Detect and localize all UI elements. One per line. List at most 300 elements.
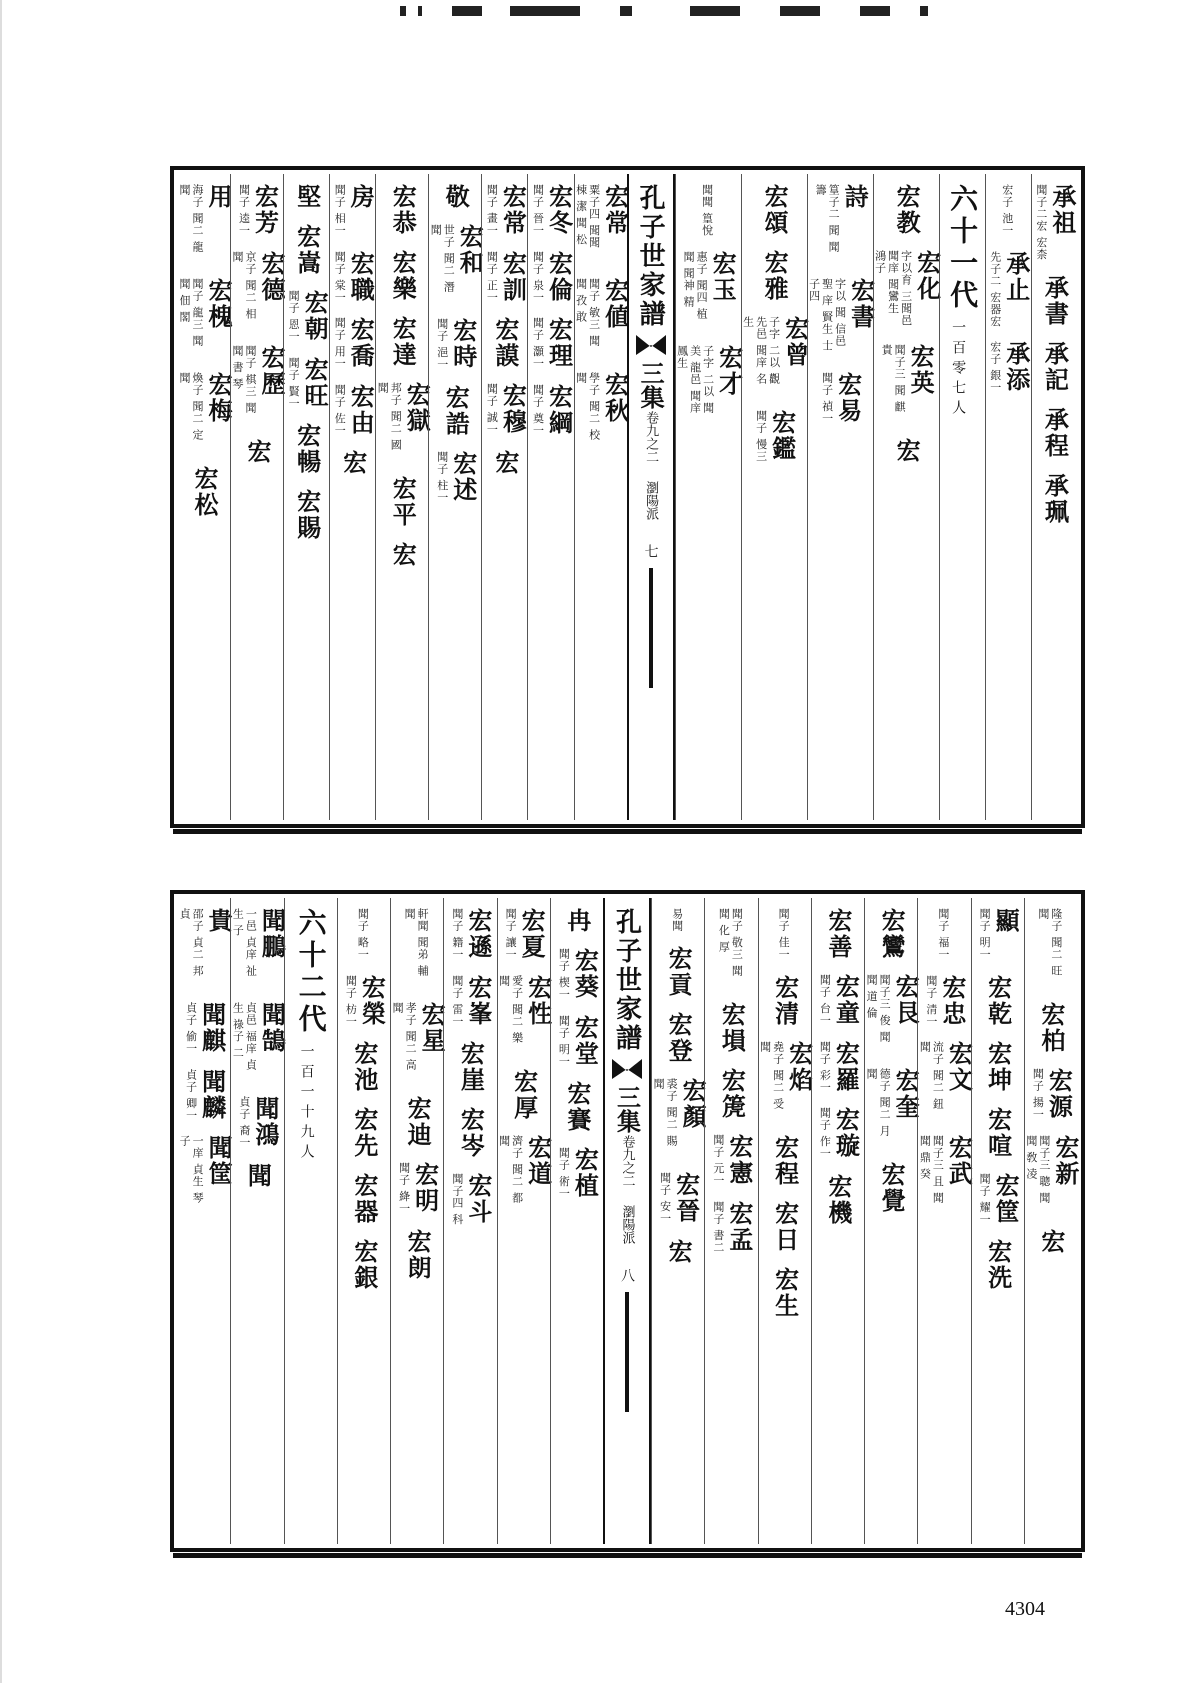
genealogy-entry xyxy=(711,1134,754,1187)
genealogy-column xyxy=(178,174,234,820)
person-name: 宏奎 xyxy=(891,1068,921,1120)
genealogy-entry xyxy=(562,1081,592,1133)
person-name: 宏柏 xyxy=(1036,1002,1066,1054)
genealogy-column xyxy=(550,898,603,1544)
person-note: 學子 聞二 校 聞 xyxy=(574,372,601,441)
person-note: 海子 聞二 龍 聞 xyxy=(178,184,205,253)
person-note: 聞子三 且 聞 聞 鼎 癸 xyxy=(918,1135,945,1204)
person-note: 愛子 聞二 樂 聞 xyxy=(497,974,524,1044)
genealogy-entry xyxy=(243,438,273,465)
person-name: 宏樂 xyxy=(388,250,418,302)
person-name: 宏由 xyxy=(346,383,376,436)
genealogy-entry xyxy=(403,1228,433,1281)
genealogy-column xyxy=(283,174,329,820)
person-note: 聞子 正一 xyxy=(485,250,499,303)
genealogy-entry xyxy=(190,466,220,518)
generation-heading xyxy=(294,908,328,1164)
generation-title: 六十一代 xyxy=(946,184,980,312)
person-name: 宏理 xyxy=(544,317,574,369)
scan-left-edge xyxy=(0,0,2,1683)
person-note: 聞子 枋一 xyxy=(344,974,358,1027)
genealogy-entry xyxy=(531,383,574,437)
genealogy-entry xyxy=(978,1172,1021,1226)
person-name: 宏書 xyxy=(846,278,876,330)
genealogy-entry xyxy=(450,974,493,1028)
person-name: 宏常 xyxy=(498,184,528,236)
genealogy-entry xyxy=(531,250,574,304)
person-note: 聞子 敬三 聞 聞 化 厚 xyxy=(717,908,744,977)
genealogy-entry xyxy=(924,974,967,1028)
genealogy-column xyxy=(985,174,1031,820)
person-name: 宏 xyxy=(338,450,368,476)
genealogy-entry xyxy=(818,1107,861,1160)
genealogy-entry xyxy=(652,1078,708,1158)
genealogy-entry xyxy=(509,1068,539,1121)
person-name: 冉 xyxy=(562,908,592,934)
person-name: 宏 xyxy=(490,449,520,476)
genealogy-column xyxy=(375,174,432,820)
scan-top-artifact xyxy=(400,6,940,18)
person-note: 邵子 貞二 邦 貞 xyxy=(178,908,205,977)
genealogy-entry xyxy=(450,908,493,961)
genealogy-column xyxy=(758,898,814,1544)
person-name: 承記 xyxy=(1040,340,1070,393)
genealogy-entry xyxy=(1040,406,1070,459)
genealogy-entry xyxy=(770,1200,800,1253)
genealogy-entry xyxy=(344,974,387,1028)
person-name: 宏羅 xyxy=(831,1040,861,1093)
genealogy-entry xyxy=(807,278,876,358)
person-note: 聞子 浥一 xyxy=(435,318,449,371)
genealogy-entry xyxy=(983,1040,1013,1093)
spine-title: 孔子世家譜 xyxy=(611,908,642,1053)
spine-volume: 三集 xyxy=(636,361,666,409)
person-name: 聞鵬 xyxy=(257,908,287,960)
person-note: 聞子三 聞 麒貴 xyxy=(880,344,907,413)
genealogy-entry xyxy=(988,250,1031,328)
person-name: 宏達 xyxy=(388,316,418,368)
person-name: 宏璇 xyxy=(831,1107,861,1159)
genealogy-column xyxy=(864,898,921,1544)
person-note: 篁子二 聞 聞 籌 xyxy=(814,184,841,253)
genealogy-entry xyxy=(184,1068,227,1122)
person-name: 宏槐 xyxy=(204,278,234,330)
person-name: 宏喬 xyxy=(346,317,376,369)
person-name: 房 xyxy=(346,184,376,210)
person-name: 宏崖 xyxy=(456,1041,486,1093)
genealogy-entry xyxy=(333,383,376,437)
genealogy-entry xyxy=(983,974,1013,1027)
genealogy-entry xyxy=(490,449,520,476)
person-name: 宏玉 xyxy=(708,250,738,303)
genealogy-column xyxy=(1024,898,1080,1544)
person-name: 宏斗 xyxy=(463,1173,493,1225)
genealogy-entry xyxy=(435,318,478,371)
person-name: 宏易 xyxy=(833,372,863,424)
person-name: 宏憲 xyxy=(724,1134,754,1186)
spine-volume: 三集 xyxy=(612,1085,642,1133)
person-name: 宏梅 xyxy=(204,372,234,424)
person-name: 宏顏 xyxy=(678,1078,708,1130)
genealogy-entry xyxy=(435,450,478,504)
genealogy-entry xyxy=(814,184,870,264)
person-note: 粟子四 聞聞 棟 潔 聞 松 xyxy=(574,184,601,249)
genealogy-entry xyxy=(1034,184,1077,261)
person-name: 宏性 xyxy=(523,974,553,1027)
person-note: 邦子 聞二 國 聞 xyxy=(376,382,403,451)
spine-title: 孔子世家譜 xyxy=(635,184,666,329)
person-name: 宏坤 xyxy=(983,1040,1013,1093)
genealogy-entry xyxy=(823,1173,853,1226)
genealogy-entry xyxy=(557,1147,600,1200)
person-note: 聞子 逵一 xyxy=(237,184,251,237)
genealogy-entry xyxy=(178,278,234,358)
genealogy-entry xyxy=(178,372,234,452)
person-name: 宏生 xyxy=(770,1266,800,1319)
spine-bar xyxy=(625,1292,629,1412)
genealogy-column xyxy=(811,898,864,1544)
person-note: 聞子三 俊 聞 聞 道 倫 xyxy=(865,974,892,1043)
genealogy-entry xyxy=(485,383,528,436)
genealogy-entry xyxy=(574,184,630,264)
upper-columns xyxy=(178,174,1077,820)
person-name: 宏機 xyxy=(823,1173,853,1226)
person-name: 宏堂 xyxy=(570,1014,600,1067)
genealogy-entry xyxy=(1031,1068,1074,1121)
person-note: 聞子 禎一 xyxy=(820,372,834,425)
person-note: 隆子 聞二 旺 聞 xyxy=(1036,908,1063,977)
person-name: 用 xyxy=(204,184,234,210)
person-name: 宏職 xyxy=(346,250,376,303)
genealogy-entry xyxy=(243,1162,273,1189)
genealogy-entry xyxy=(388,476,418,528)
genealogy-entry xyxy=(184,1002,227,1055)
genealogy-entry xyxy=(760,184,790,236)
person-note: 聞子 明一 xyxy=(557,1014,571,1067)
genealogy-entry xyxy=(231,1002,287,1082)
person-note: 孝子 聞二 高 聞 xyxy=(391,1002,418,1071)
person-name: 宏賽 xyxy=(562,1081,592,1133)
spine-column xyxy=(627,174,675,820)
genealogy-column xyxy=(390,898,447,1544)
spine-juan: 卷九之二 xyxy=(619,1135,635,1187)
genealogy-entry xyxy=(873,250,942,330)
person-name: 宏嵩 xyxy=(292,224,322,276)
person-name: 宏歷 xyxy=(257,344,287,397)
person-name: 宏賜 xyxy=(292,489,322,541)
person-name: 宏乾 xyxy=(983,974,1013,1027)
genealogy-entry xyxy=(388,250,418,302)
genealogy-column xyxy=(873,174,942,820)
genealogy-entry xyxy=(1037,908,1065,988)
person-note: 子字 二以 觀 先邑 聞庠 名生 xyxy=(741,316,781,385)
genealogy-column xyxy=(651,898,708,1544)
person-name: 宏清 xyxy=(770,974,800,1027)
person-note: 聞子 柱一 xyxy=(435,450,449,503)
person-name: 宏鑑 xyxy=(767,410,797,462)
person-note: 字以 聞 信邑 聖 庠 賢生 士 子四 xyxy=(807,278,847,352)
genealogy-entry xyxy=(717,908,745,988)
genealogy-column xyxy=(337,898,390,1544)
person-name: 宏鸞 xyxy=(877,908,907,960)
person-name: 聞 xyxy=(243,1162,273,1189)
person-name: 宏善 xyxy=(823,908,853,960)
person-name: 宏訓 xyxy=(498,250,528,303)
person-name: 宏頌 xyxy=(760,184,790,236)
person-name: 宏登 xyxy=(664,1012,694,1064)
person-name: 承添 xyxy=(1001,341,1031,393)
genealogy-entry xyxy=(675,344,744,425)
spine-column xyxy=(603,898,651,1544)
person-name: 宏獄 xyxy=(402,382,432,434)
person-note: 德子 聞二 月 聞 xyxy=(865,1068,892,1137)
genealogy-entry xyxy=(349,1239,379,1291)
person-name: 宏先 xyxy=(349,1107,379,1159)
person-name: 顯 xyxy=(991,908,1021,934)
person-name: 宏松 xyxy=(190,466,220,518)
generation-count: 一百零七人 xyxy=(950,320,967,420)
genealogy-entry xyxy=(877,1162,907,1214)
generation-heading xyxy=(946,184,980,420)
lower-columns xyxy=(178,898,1080,1544)
genealogy-entry xyxy=(820,372,863,425)
person-note: 聞子 奠一 xyxy=(531,383,545,436)
genealogy-entry xyxy=(717,1068,747,1120)
person-name: 宏箎 xyxy=(717,1068,747,1120)
person-name: 宏 xyxy=(388,542,418,568)
person-note: 聞子 籍一 xyxy=(450,908,464,961)
genealogy-entry xyxy=(892,438,922,464)
genealogy-entry xyxy=(397,1162,440,1215)
person-note: 聞子 讓一 xyxy=(504,908,518,961)
person-note: 宏子 銀一 xyxy=(988,341,1002,394)
person-note: 子字 二以 聞美 龍邑 聞庠 鳳生 xyxy=(675,344,715,414)
person-note: 聞子 明一 xyxy=(978,908,992,961)
generation-title: 六十二代 xyxy=(294,908,328,1036)
genealogy-column xyxy=(497,898,553,1544)
genealogy-entry xyxy=(403,1096,433,1148)
genealogy-entry xyxy=(429,224,485,304)
person-name: 宏才 xyxy=(714,344,744,397)
genealogy-entry xyxy=(865,974,921,1054)
genealogy-entry xyxy=(376,382,432,462)
person-name: 聞麟 xyxy=(197,1068,227,1121)
person-name: 貴 xyxy=(204,908,234,934)
person-name: 宏 xyxy=(243,438,273,465)
person-name: 宏喧 xyxy=(983,1106,1013,1159)
genealogy-entry xyxy=(758,1040,814,1121)
person-note: 聞子 絳一 xyxy=(397,1162,411,1215)
genealogy-entry xyxy=(497,1134,553,1215)
person-name: 宏覺 xyxy=(877,1162,907,1214)
person-name: 宏艮 xyxy=(891,974,921,1026)
genealogy-column xyxy=(704,898,757,1544)
genealogy-entry xyxy=(818,974,861,1027)
genealogy-entry xyxy=(231,344,287,425)
genealogy-entry xyxy=(574,278,630,358)
genealogy-entry xyxy=(983,1106,1013,1159)
person-name: 宏迪 xyxy=(403,1096,433,1148)
person-name: 宏厚 xyxy=(509,1068,539,1121)
person-note: 貞子 偷一 xyxy=(184,1002,198,1055)
person-name: 堅 xyxy=(292,184,322,210)
person-name: 宏器 xyxy=(349,1173,379,1225)
generation-count: 一百一十九人 xyxy=(298,1044,315,1164)
genealogy-entry xyxy=(485,184,528,237)
genealogy-entry xyxy=(231,908,287,988)
person-name: 宏冬 xyxy=(544,184,574,236)
genealogy-column xyxy=(807,174,876,820)
person-name: 宏朗 xyxy=(403,1228,433,1281)
genealogy-column xyxy=(971,898,1024,1544)
person-name: 宏暢 xyxy=(292,423,322,475)
person-name: 宏朝 xyxy=(300,290,330,342)
person-note: 字以育 三聞邑 聞庠 聞鸞生 鴻子 xyxy=(873,250,913,327)
person-name: 宏曾 xyxy=(780,316,810,368)
person-note: 一邑 貞庠 祉生 子 xyxy=(231,908,258,977)
genealogy-entry xyxy=(333,250,376,304)
genealogy-column xyxy=(1031,174,1077,820)
page-number: 4304 xyxy=(1005,1598,1045,1620)
person-note: 京子 聞二 相 聞 xyxy=(231,250,258,320)
genealogy-entry xyxy=(777,908,792,961)
person-note: 易聞 xyxy=(670,908,684,932)
genealogy-entry xyxy=(823,908,853,960)
person-note: 聞子四 科 xyxy=(450,1173,464,1226)
fishtail-mark-icon xyxy=(634,333,668,357)
genealogy-entry xyxy=(237,184,280,237)
genealogy-entry xyxy=(178,1135,234,1215)
person-name: 宏源 xyxy=(1044,1068,1074,1120)
person-name: 宏程 xyxy=(770,1134,800,1187)
person-name: 宏 xyxy=(664,1238,694,1265)
person-name: 宏秋 xyxy=(600,372,630,424)
genealogy-entry xyxy=(292,224,322,276)
person-name: 聞鵠 xyxy=(257,1002,287,1054)
fishtail-mark-icon xyxy=(610,1057,644,1081)
person-note: 聞子 福一 xyxy=(936,908,950,961)
person-name: 承程 xyxy=(1040,406,1070,459)
person-name: 宏銀 xyxy=(349,1239,379,1291)
person-name: 宏誥 xyxy=(441,384,471,437)
spine-page: 八 xyxy=(619,1268,635,1282)
genealogy-entry xyxy=(292,423,322,475)
genealogy-entry xyxy=(388,184,418,236)
genealogy-entry xyxy=(983,1239,1013,1291)
genealogy-entry xyxy=(717,1002,747,1054)
person-note: 聞子 恩一 xyxy=(287,290,301,343)
genealogy-entry xyxy=(754,410,797,463)
person-note: 聞子 彩一 xyxy=(818,1040,832,1093)
genealogy-entry xyxy=(557,1014,600,1068)
genealogy-entry xyxy=(701,184,716,237)
person-name: 詩 xyxy=(840,184,870,210)
genealogy-entry xyxy=(671,908,686,932)
person-note: 聞子二宏 宏柰 xyxy=(1034,184,1048,261)
person-name: 宏植 xyxy=(570,1147,600,1199)
genealogy-entry xyxy=(988,341,1031,394)
genealogy-entry xyxy=(682,250,738,331)
person-note: 聞子 耀一 xyxy=(978,1172,992,1225)
genealogy-entry xyxy=(237,1096,280,1149)
person-note: 聞子 作一 xyxy=(818,1107,832,1160)
person-name: 宏遜 xyxy=(463,908,493,960)
person-note: 聞子 書二 xyxy=(711,1200,725,1253)
person-name: 宏時 xyxy=(448,318,478,370)
genealogy-entry xyxy=(711,1200,754,1254)
genealogy-entry xyxy=(770,974,800,1027)
person-note: 聞子 佳一 xyxy=(777,908,791,961)
person-note: 軒聞 聞弟 輔聞 xyxy=(403,908,430,977)
person-note: 世子 聞二 潛 聞 xyxy=(429,224,456,293)
person-name: 宏芳 xyxy=(250,184,280,236)
person-note: 聞子 泉一 xyxy=(531,250,545,303)
person-note: 聞子 楔一 xyxy=(557,948,571,1001)
genealogy-entry xyxy=(287,290,330,343)
person-name: 宏英 xyxy=(906,344,936,396)
genealogy-entry xyxy=(1036,1228,1066,1255)
genealogy-entry xyxy=(388,316,418,368)
genealogy-entry xyxy=(497,974,553,1055)
person-name: 宏和 xyxy=(455,224,485,276)
genealogy-column xyxy=(230,174,287,820)
genealogy-entry xyxy=(388,542,418,568)
person-note: 一庠 貞生 琴子 xyxy=(178,1135,205,1204)
genealogy-entry xyxy=(333,184,376,237)
genealogy-entry xyxy=(178,184,234,264)
person-name: 宏値 xyxy=(600,278,630,330)
genealogy-entry xyxy=(356,908,371,961)
person-note: 聞子 棠一 xyxy=(333,250,347,303)
person-note: 聞聞 篁悅 xyxy=(700,184,714,237)
person-note: 聞子 誠一 xyxy=(485,383,499,436)
person-name: 聞麒 xyxy=(197,1002,227,1054)
genealogy-entry xyxy=(292,489,322,541)
person-name: 宏焰 xyxy=(784,1040,814,1093)
person-name: 宏忠 xyxy=(937,974,967,1027)
person-note: 聞子 晉一 xyxy=(531,184,545,237)
person-name: 聞筐 xyxy=(204,1135,234,1187)
genealogy-entry xyxy=(1001,184,1016,237)
person-name: 宏倫 xyxy=(544,250,574,303)
genealogy-entry xyxy=(877,908,907,960)
person-note: 聞子 慢三 xyxy=(754,410,768,463)
person-name: 宏榮 xyxy=(357,974,387,1027)
person-name: 宏洗 xyxy=(983,1239,1013,1291)
genealogy-column xyxy=(481,174,527,820)
person-name: 承止 xyxy=(1001,250,1031,303)
person-note: 聞子三 聰 聞 聞 敎 凌 xyxy=(1024,1134,1051,1204)
person-note: 聞子 揚一 xyxy=(1031,1068,1045,1121)
genealogy-column xyxy=(527,174,573,820)
person-name: 宏德 xyxy=(257,250,287,303)
person-note: 貞子 卿一 xyxy=(184,1068,198,1121)
genealogy-entry xyxy=(349,1173,379,1225)
person-note: 聞子 術一 xyxy=(557,1147,571,1200)
genealogy-entry xyxy=(978,908,1021,961)
person-note: 聞子 清一 xyxy=(924,974,938,1027)
person-note: 貞子 裔一 xyxy=(237,1096,251,1149)
person-name: 宏謨 xyxy=(490,317,520,369)
genealogy-entry xyxy=(441,184,471,210)
genealogy-column xyxy=(428,174,485,820)
person-note: 聞子 敏三 聞 聞 孜 敢 xyxy=(574,278,601,347)
person-note: 堯子 聞二 受 聞 xyxy=(758,1040,785,1110)
upper-genealogy-panel xyxy=(170,166,1085,828)
person-note: 聞子 用一 xyxy=(333,317,347,370)
person-name: 敬 xyxy=(441,184,471,210)
genealogy-column xyxy=(329,174,375,820)
